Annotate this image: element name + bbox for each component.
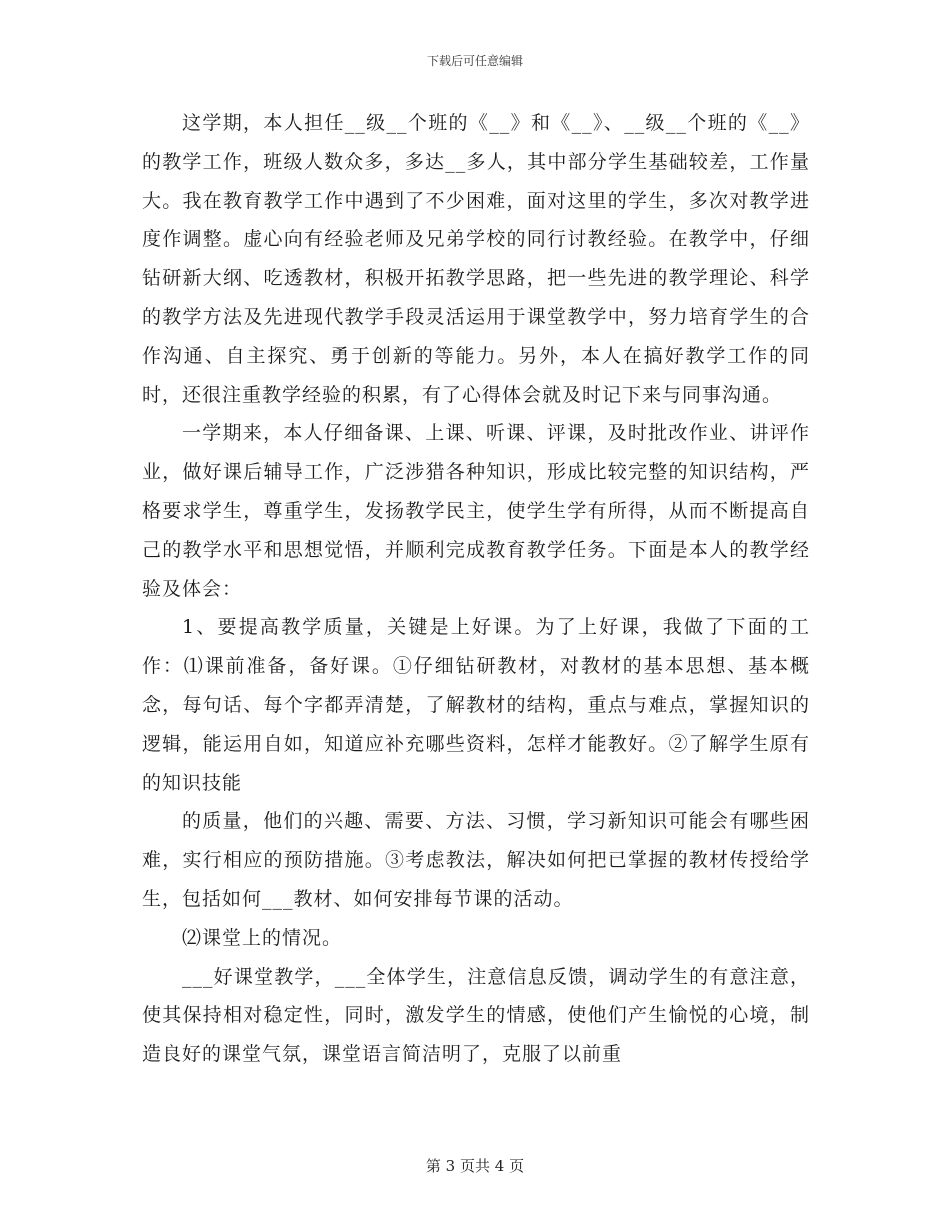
paragraph-1: 这学期，本人担任__级__个班的《__》和《__》、__级__个班的《__》的教学工作，班级人数众多，多达__多人，其中部分学生基础较差，工作量大。我在教育教学工作中遇到了不少困难，面对这里的学生，多次对教学进度作调整。虚心向有经验老师及兄弟学校的同行讨教经验。在教学中，仔细钻研新大纲、吃透教材，积极开拓教学思路，把一些先进的教学理论、科学的教学方法及先进现代教学手段灵活运用于课堂教学中，努力培育学生的合作沟通、自主探究、勇于创新的等能力。另外，本人在搞好教学工作的同时，还很注重教学经验的积累，有了心得体会就及时记下来与同事沟通。 xyxy=(142,112,810,406)
paragraph-3: 1、要提高教学质量，关键是上好课。为了上好课，我做了下面的工作：⑴课前准备，备好课。①仔细钻研教材，对教材的基本思想、基本概念，每句话、每个字都弄清楚，了解教材的结构，重点与难点，掌握知识的逻辑，能运用自如，知道应补充哪些资料，怎样才能教好。②了解学生原有的知识技能 xyxy=(142,616,810,794)
page-header-note: 下载后可任意编辑 xyxy=(426,54,523,68)
document-body xyxy=(142,104,810,1074)
paragraph-6: ___好课堂教学，___全体学生，注意信息反馈，调动学生的有意注意，使其保持相对稳定性，同时，激发学生的情感，使他们产生愉悦的心境，制造良好的课堂气氛，课堂语言简洁明了，克服了以前重 xyxy=(142,965,810,1066)
paragraph-5: ⑵课堂上的情况。 xyxy=(182,926,343,949)
paragraph-2: 一学期来，本人仔细备课、上课、听课、评课，及时批改作业、讲评作业，做好课后辅导工作，广泛涉猎各种知识，形成比较完整的知识结构，严格要求学生，尊重学生，发扬教学民主，使学生学有所得，从而不断提高自己的教学水平和思想觉悟，并顺利完成教育教学任务。下面是本人的教学经验及体会： xyxy=(142,422,810,600)
page-number: 第 3 页共 4 页 xyxy=(425,1157,525,1175)
paragraph-4: 的质量，他们的兴趣、需要、方法、习惯，学习新知识可能会有哪些困难，实行相应的预防措施。③考虑教法，解决如何把已掌握的教材传授给学生，包括如何___教材、如何安排每节课的活动。 xyxy=(142,810,810,910)
